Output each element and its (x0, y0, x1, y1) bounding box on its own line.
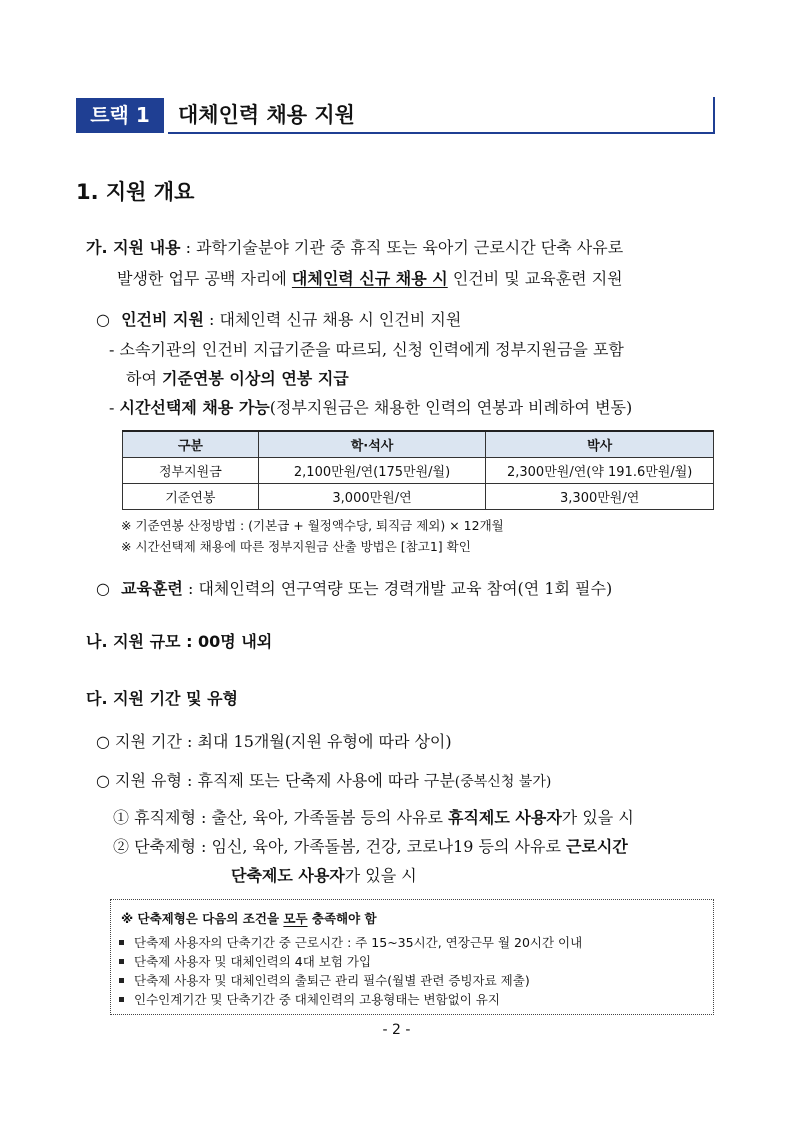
da-type-main: ○ 지원 유형 : 휴직제 또는 단축제 사용에 따라 구분 (96, 771, 455, 790)
labor-dash2-pre: - (109, 398, 120, 417)
conditions-title-emphasis: 모두 (283, 911, 308, 926)
da-type-small: (중복신청 불가) (454, 774, 552, 790)
conditions-title-post: 충족해야 함 (307, 911, 377, 926)
track-title: 대체인력 채용 지원 (178, 103, 355, 127)
table-cell: 3,300만원/연 (486, 484, 714, 510)
table-cell: 기준연봉 (123, 484, 259, 510)
labor-dash1-line1: - 소속기관의 인건비 지급기준을 따르되, 신청 인력에게 정부지원금을 포함 (109, 340, 624, 359)
da-heading: 다. 지원 기간 및 유형 (86, 689, 239, 708)
da-type (96, 768, 551, 791)
labor-dash1-pre: 하여 (126, 369, 162, 388)
ga-line-2 (117, 266, 623, 289)
conditions-box (110, 899, 714, 1015)
table-row (123, 484, 714, 510)
training-label: 교육훈련 (121, 579, 183, 598)
da-item1-pre: ① 휴직제형 : 출산, 육아, 가족돌봄 등의 사유로 (113, 808, 449, 827)
da-item2-emphasis: 근로시간 (566, 837, 628, 856)
ga-line1-text: 과학기술분야 기관 중 휴직 또는 육아기 근로시간 단축 사유로 (196, 238, 624, 257)
list-item-text: 단축제 사용자 및 대체인력의 출퇴근 관리 필수(월별 관련 증빙자료 제출) (134, 973, 530, 988)
da-item1-post: 가 있을 시 (561, 808, 634, 827)
da-period: ○ 지원 기간 : 최대 15개월(지원 유형에 따라 상이) (96, 732, 452, 751)
list-item-text: 인수인계기간 및 단축기간 중 대체인력의 고용형태는 변함없이 유지 (134, 992, 500, 1007)
table-row (123, 458, 714, 484)
labor-dash1-line2 (126, 366, 349, 389)
table-cell: 2,300만원/연(약 191.6만원/월) (486, 458, 714, 484)
ga-line2-post: 인건비 및 교육훈련 지원 (447, 269, 623, 288)
ga-line-1 (86, 235, 623, 258)
labor-dash2-emphasis: 시간선택제 채용 가능 (119, 398, 270, 417)
conditions-title-pre: ※ 단축제형은 다음의 조건을 (121, 911, 284, 926)
bullet-circle: ○ (96, 579, 110, 598)
title-underline (168, 132, 715, 134)
da-item-2 (113, 834, 628, 857)
square-bullet-icon (119, 978, 124, 983)
table-cell: 2,100만원/연(175만원/월) (258, 458, 486, 484)
list-item (111, 990, 500, 1008)
bullet-circle: ○ (96, 310, 110, 329)
square-bullet-icon (119, 959, 124, 964)
training-line (96, 576, 612, 599)
da-item-2-line2 (231, 863, 417, 886)
table-header-cell: 구분 (123, 431, 259, 458)
labor-dash2 (109, 395, 632, 418)
track-label: 트랙 1 (76, 98, 164, 133)
table-header-cell: 박사 (486, 431, 714, 458)
labor-support-line (96, 307, 461, 330)
da-item2-pre: ② 단축제형 : 임신, 육아, 가족돌봄, 건강, 코로나19 등의 사유로 (113, 837, 566, 856)
ga-line2-emphasis: 대체인력 신규 채용 시 (291, 269, 448, 288)
conditions-title (121, 909, 377, 927)
ga-sep: : (180, 238, 197, 257)
labor-dash1-emphasis: 기준연봉 이상의 연봉 지급 (162, 369, 349, 388)
table-cell: 정부지원금 (123, 458, 259, 484)
table-cell: 3,000만원/연 (258, 484, 486, 510)
title-right-border (713, 97, 715, 134)
note-line: ※ 시간선택제 채용에 따른 정부지원금 산출 방법은 [참고1] 확인 (121, 539, 471, 554)
table-header-row (123, 431, 714, 458)
da-item-1 (113, 805, 634, 828)
da-item1-emphasis: 휴직제도 사용자 (448, 808, 562, 827)
table-header-cell: 학·석사 (258, 431, 486, 458)
ga-line2-pre: 발생한 업무 공백 자리에 (117, 269, 292, 288)
list-item (111, 933, 582, 951)
training-rest: : 대체인력의 연구역량 또는 경력개발 교육 참여(연 1회 필수) (182, 579, 613, 598)
list-item (111, 971, 530, 989)
na-heading: 나. 지원 규모 : 00명 내외 (86, 632, 273, 651)
da-item2-line2-post: 가 있을 시 (344, 866, 417, 885)
square-bullet-icon (119, 997, 124, 1002)
labor-dash2-post: (정부지원금은 채용한 인력의 연봉과 비례하여 변동) (269, 398, 633, 417)
da-item2-line2-emphasis: 단축제도 사용자 (231, 866, 345, 885)
list-item (111, 952, 371, 970)
salary-table (122, 430, 714, 510)
labor-rest: : 대체인력 신규 채용 시 인건비 지원 (203, 310, 462, 329)
ga-label: 가. 지원 내용 (86, 238, 181, 257)
list-item-text: 단축제 사용자의 단축기간 중 근로시간 : 주 15~35시간, 연장근무 월 20시간 이내 (134, 935, 583, 950)
square-bullet-icon (119, 940, 124, 945)
note-line: ※ 기준연봉 산정방법 : (기본급 + 월정액수당, 퇴직금 제외) × 12개월 (121, 518, 504, 533)
list-item-text: 단축제 사용자 및 대체인력의 4대 보험 가입 (134, 954, 372, 969)
labor-label: 인건비 지원 (121, 310, 204, 329)
section-title: 1. 지원 개요 (76, 180, 195, 204)
page-number: - 2 - (382, 1022, 411, 1038)
